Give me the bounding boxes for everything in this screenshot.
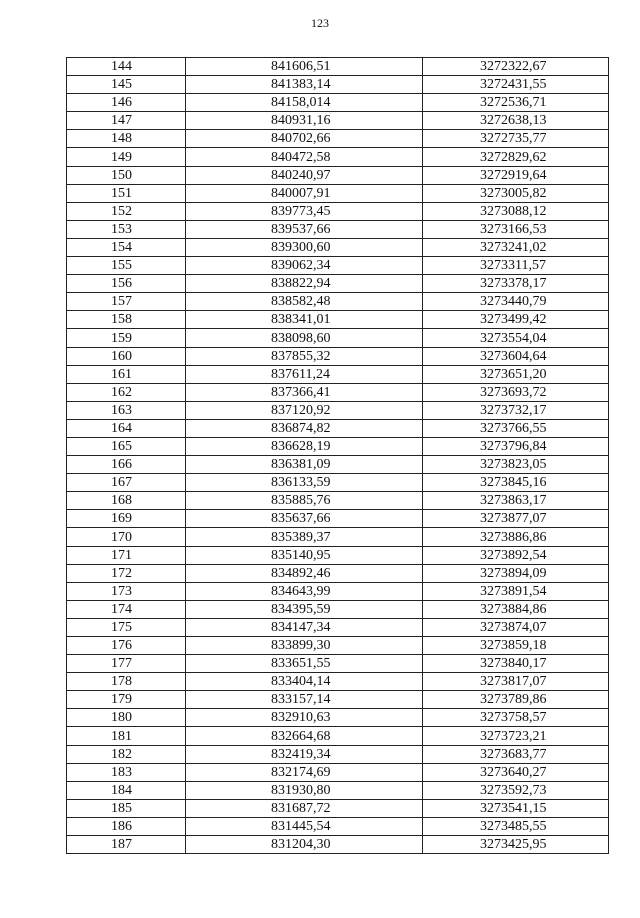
x-coordinate-cell: 831930,80 bbox=[186, 781, 423, 799]
x-coordinate-cell: 836874,82 bbox=[186, 419, 423, 437]
table-row bbox=[67, 709, 609, 727]
point-number-cell: 167 bbox=[67, 474, 186, 492]
y-coordinate-cell: 3273732,17 bbox=[423, 401, 609, 419]
point-number-cell: 178 bbox=[67, 673, 186, 691]
y-coordinate-cell: 3273766,55 bbox=[423, 419, 609, 437]
table-row bbox=[67, 383, 609, 401]
y-coordinate-cell: 3272638,13 bbox=[423, 112, 609, 130]
point-number-cell: 171 bbox=[67, 546, 186, 564]
point-number-cell: 149 bbox=[67, 148, 186, 166]
table-row bbox=[67, 582, 609, 600]
x-coordinate-cell: 834643,99 bbox=[186, 582, 423, 600]
table-row bbox=[67, 745, 609, 763]
point-number-cell: 151 bbox=[67, 184, 186, 202]
y-coordinate-cell: 3272829,62 bbox=[423, 148, 609, 166]
table-body bbox=[67, 58, 609, 854]
x-coordinate-cell: 837855,32 bbox=[186, 347, 423, 365]
table-row bbox=[67, 763, 609, 781]
y-coordinate-cell: 3273005,82 bbox=[423, 184, 609, 202]
y-coordinate-cell: 3272735,77 bbox=[423, 130, 609, 148]
point-number-cell: 148 bbox=[67, 130, 186, 148]
point-number-cell: 170 bbox=[67, 528, 186, 546]
table-row bbox=[67, 655, 609, 673]
table-row bbox=[67, 347, 609, 365]
x-coordinate-cell: 839300,60 bbox=[186, 238, 423, 256]
point-number-cell: 185 bbox=[67, 799, 186, 817]
point-number-cell: 180 bbox=[67, 709, 186, 727]
table-row bbox=[67, 510, 609, 528]
y-coordinate-cell: 3273817,07 bbox=[423, 673, 609, 691]
y-coordinate-cell: 3273485,55 bbox=[423, 817, 609, 835]
table-row bbox=[67, 202, 609, 220]
y-coordinate-cell: 3273877,07 bbox=[423, 510, 609, 528]
table-row bbox=[67, 781, 609, 799]
point-number-cell: 181 bbox=[67, 727, 186, 745]
x-coordinate-cell: 831687,72 bbox=[186, 799, 423, 817]
point-number-cell: 182 bbox=[67, 745, 186, 763]
point-number-cell: 144 bbox=[67, 58, 186, 76]
x-coordinate-cell: 835885,76 bbox=[186, 492, 423, 510]
point-number-cell: 161 bbox=[67, 365, 186, 383]
x-coordinate-cell: 835140,95 bbox=[186, 546, 423, 564]
point-number-cell: 172 bbox=[67, 564, 186, 582]
table-row bbox=[67, 311, 609, 329]
point-number-cell: 160 bbox=[67, 347, 186, 365]
y-coordinate-cell: 3273241,02 bbox=[423, 238, 609, 256]
x-coordinate-cell: 838822,94 bbox=[186, 275, 423, 293]
y-coordinate-cell: 3273884,86 bbox=[423, 600, 609, 618]
y-coordinate-cell: 3273440,79 bbox=[423, 293, 609, 311]
y-coordinate-cell: 3273789,86 bbox=[423, 691, 609, 709]
point-number-cell: 183 bbox=[67, 763, 186, 781]
point-number-cell: 164 bbox=[67, 419, 186, 437]
point-number-cell: 150 bbox=[67, 166, 186, 184]
table-row bbox=[67, 492, 609, 510]
table-row bbox=[67, 76, 609, 94]
table-row bbox=[67, 130, 609, 148]
y-coordinate-cell: 3272919,64 bbox=[423, 166, 609, 184]
point-number-cell: 153 bbox=[67, 220, 186, 238]
table-row bbox=[67, 329, 609, 347]
y-coordinate-cell: 3273758,57 bbox=[423, 709, 609, 727]
y-coordinate-cell: 3273554,04 bbox=[423, 329, 609, 347]
y-coordinate-cell: 3273894,09 bbox=[423, 564, 609, 582]
page-number: 123 bbox=[311, 16, 329, 30]
table-row bbox=[67, 474, 609, 492]
x-coordinate-cell: 841606,51 bbox=[186, 58, 423, 76]
y-coordinate-cell: 3273604,64 bbox=[423, 347, 609, 365]
y-coordinate-cell: 3273859,18 bbox=[423, 637, 609, 655]
y-coordinate-cell: 3273640,27 bbox=[423, 763, 609, 781]
y-coordinate-cell: 3273823,05 bbox=[423, 456, 609, 474]
x-coordinate-cell: 840007,91 bbox=[186, 184, 423, 202]
x-coordinate-cell: 835389,37 bbox=[186, 528, 423, 546]
table-row bbox=[67, 456, 609, 474]
point-number-cell: 147 bbox=[67, 112, 186, 130]
x-coordinate-cell: 832664,68 bbox=[186, 727, 423, 745]
table-row bbox=[67, 600, 609, 618]
point-number-cell: 175 bbox=[67, 618, 186, 636]
y-coordinate-cell: 3273693,72 bbox=[423, 383, 609, 401]
table-row bbox=[67, 112, 609, 130]
y-coordinate-cell: 3273796,84 bbox=[423, 437, 609, 455]
point-number-cell: 176 bbox=[67, 637, 186, 655]
table-row bbox=[67, 727, 609, 745]
table-row bbox=[67, 238, 609, 256]
x-coordinate-cell: 839773,45 bbox=[186, 202, 423, 220]
y-coordinate-cell: 3273499,42 bbox=[423, 311, 609, 329]
point-number-cell: 152 bbox=[67, 202, 186, 220]
table-row bbox=[67, 618, 609, 636]
point-number-cell: 179 bbox=[67, 691, 186, 709]
x-coordinate-cell: 839537,66 bbox=[186, 220, 423, 238]
x-coordinate-cell: 838098,60 bbox=[186, 329, 423, 347]
point-number-cell: 157 bbox=[67, 293, 186, 311]
x-coordinate-cell: 836381,09 bbox=[186, 456, 423, 474]
y-coordinate-cell: 3273425,95 bbox=[423, 836, 609, 854]
x-coordinate-cell: 834147,34 bbox=[186, 618, 423, 636]
x-coordinate-cell: 834892,46 bbox=[186, 564, 423, 582]
x-coordinate-cell: 840931,16 bbox=[186, 112, 423, 130]
table-row bbox=[67, 94, 609, 112]
table-row bbox=[67, 58, 609, 76]
x-coordinate-cell: 837366,41 bbox=[186, 383, 423, 401]
y-coordinate-cell: 3273840,17 bbox=[423, 655, 609, 673]
x-coordinate-cell: 833404,14 bbox=[186, 673, 423, 691]
table-row bbox=[67, 148, 609, 166]
point-number-cell: 146 bbox=[67, 94, 186, 112]
x-coordinate-cell: 836133,59 bbox=[186, 474, 423, 492]
y-coordinate-cell: 3273088,12 bbox=[423, 202, 609, 220]
table-row bbox=[67, 564, 609, 582]
y-coordinate-cell: 3273166,53 bbox=[423, 220, 609, 238]
point-number-cell: 145 bbox=[67, 76, 186, 94]
y-coordinate-cell: 3273311,57 bbox=[423, 257, 609, 275]
x-coordinate-cell: 840472,58 bbox=[186, 148, 423, 166]
y-coordinate-cell: 3273723,21 bbox=[423, 727, 609, 745]
y-coordinate-cell: 3273651,20 bbox=[423, 365, 609, 383]
x-coordinate-cell: 833651,55 bbox=[186, 655, 423, 673]
x-coordinate-cell: 834395,59 bbox=[186, 600, 423, 618]
x-coordinate-cell: 831204,30 bbox=[186, 836, 423, 854]
x-coordinate-cell: 838582,48 bbox=[186, 293, 423, 311]
x-coordinate-cell: 832174,69 bbox=[186, 763, 423, 781]
table-row bbox=[67, 799, 609, 817]
table-row bbox=[67, 257, 609, 275]
point-number-cell: 166 bbox=[67, 456, 186, 474]
x-coordinate-cell: 837611,24 bbox=[186, 365, 423, 383]
point-number-cell: 173 bbox=[67, 582, 186, 600]
x-coordinate-cell: 832910,63 bbox=[186, 709, 423, 727]
table-row bbox=[67, 220, 609, 238]
point-number-cell: 162 bbox=[67, 383, 186, 401]
table-row bbox=[67, 401, 609, 419]
coordinates-table bbox=[66, 57, 609, 854]
y-coordinate-cell: 3273891,54 bbox=[423, 582, 609, 600]
y-coordinate-cell: 3273845,16 bbox=[423, 474, 609, 492]
point-number-cell: 156 bbox=[67, 275, 186, 293]
point-number-cell: 165 bbox=[67, 437, 186, 455]
table-row bbox=[67, 293, 609, 311]
point-number-cell: 187 bbox=[67, 836, 186, 854]
y-coordinate-cell: 3272536,71 bbox=[423, 94, 609, 112]
table-row bbox=[67, 637, 609, 655]
x-coordinate-cell: 840702,66 bbox=[186, 130, 423, 148]
point-number-cell: 158 bbox=[67, 311, 186, 329]
point-number-cell: 154 bbox=[67, 238, 186, 256]
x-coordinate-cell: 840240,97 bbox=[186, 166, 423, 184]
x-coordinate-cell: 833157,14 bbox=[186, 691, 423, 709]
y-coordinate-cell: 3273874,07 bbox=[423, 618, 609, 636]
table-row bbox=[67, 419, 609, 437]
table-row bbox=[67, 275, 609, 293]
point-number-cell: 174 bbox=[67, 600, 186, 618]
y-coordinate-cell: 3273683,77 bbox=[423, 745, 609, 763]
point-number-cell: 169 bbox=[67, 510, 186, 528]
table-row bbox=[67, 437, 609, 455]
x-coordinate-cell: 833899,30 bbox=[186, 637, 423, 655]
point-number-cell: 186 bbox=[67, 817, 186, 835]
x-coordinate-cell: 838341,01 bbox=[186, 311, 423, 329]
x-coordinate-cell: 837120,92 bbox=[186, 401, 423, 419]
y-coordinate-cell: 3273863,17 bbox=[423, 492, 609, 510]
table-row bbox=[67, 817, 609, 835]
table-row bbox=[67, 691, 609, 709]
y-coordinate-cell: 3273541,15 bbox=[423, 799, 609, 817]
table-row bbox=[67, 184, 609, 202]
table-row bbox=[67, 365, 609, 383]
table-row bbox=[67, 836, 609, 854]
x-coordinate-cell: 84158,014 bbox=[186, 94, 423, 112]
point-number-cell: 159 bbox=[67, 329, 186, 347]
y-coordinate-cell: 3273378,17 bbox=[423, 275, 609, 293]
table-row bbox=[67, 528, 609, 546]
table-row bbox=[67, 546, 609, 564]
point-number-cell: 184 bbox=[67, 781, 186, 799]
x-coordinate-cell: 841383,14 bbox=[186, 76, 423, 94]
x-coordinate-cell: 836628,19 bbox=[186, 437, 423, 455]
y-coordinate-cell: 3272431,55 bbox=[423, 76, 609, 94]
y-coordinate-cell: 3273886,86 bbox=[423, 528, 609, 546]
point-number-cell: 177 bbox=[67, 655, 186, 673]
point-number-cell: 155 bbox=[67, 257, 186, 275]
point-number-cell: 168 bbox=[67, 492, 186, 510]
table-row bbox=[67, 673, 609, 691]
x-coordinate-cell: 839062,34 bbox=[186, 257, 423, 275]
y-coordinate-cell: 3273892,54 bbox=[423, 546, 609, 564]
x-coordinate-cell: 832419,34 bbox=[186, 745, 423, 763]
x-coordinate-cell: 835637,66 bbox=[186, 510, 423, 528]
y-coordinate-cell: 3273592,73 bbox=[423, 781, 609, 799]
point-number-cell: 163 bbox=[67, 401, 186, 419]
y-coordinate-cell: 3272322,67 bbox=[423, 58, 609, 76]
table-row bbox=[67, 166, 609, 184]
x-coordinate-cell: 831445,54 bbox=[186, 817, 423, 835]
